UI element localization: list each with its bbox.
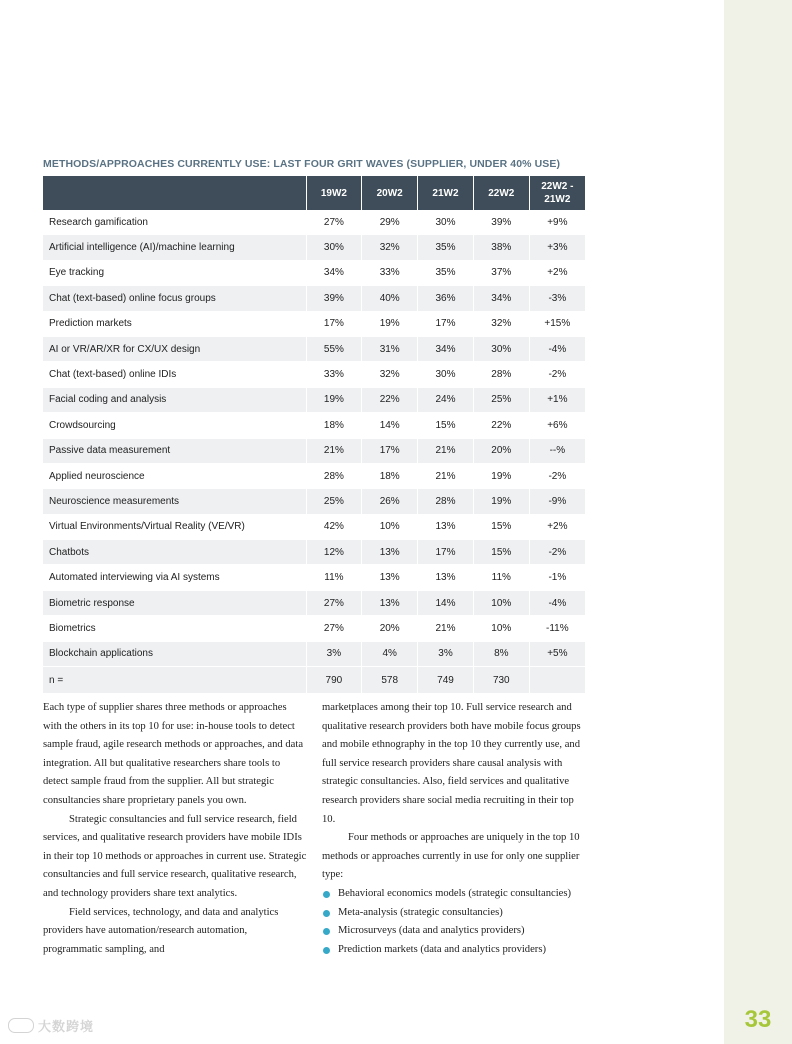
table-cell: 30%: [418, 362, 474, 387]
table-cell: 14%: [362, 413, 418, 438]
row-label: Chatbots: [43, 540, 306, 565]
table-cell: 19%: [473, 463, 529, 488]
table-cell: [529, 667, 585, 694]
side-band: [724, 0, 792, 1044]
table-cell: 34%: [418, 336, 474, 361]
table-cell: 30%: [418, 210, 474, 235]
list-item: [322, 922, 588, 941]
row-label: Chat (text-based) online IDIs: [43, 362, 306, 387]
bullet-dot-icon: [323, 947, 330, 954]
table-cell: 11%: [473, 565, 529, 590]
table-row: [43, 235, 585, 260]
header-change-line2: 21W2: [544, 194, 571, 205]
table-cell: 33%: [362, 260, 418, 285]
bullet-dot-icon: [323, 928, 330, 935]
table-cell: 35%: [418, 235, 474, 260]
header-blank: [43, 176, 306, 210]
table-cell: 40%: [362, 286, 418, 311]
row-label: Biometrics: [43, 616, 306, 641]
table-cell: 55%: [306, 336, 362, 361]
table-cell: 730: [473, 667, 529, 694]
table-cell: 15%: [418, 413, 474, 438]
table-cell: 19%: [473, 489, 529, 514]
table-cell: 34%: [473, 286, 529, 311]
table-row: [43, 616, 585, 641]
table-cell: +6%: [529, 413, 585, 438]
header-20w2: 20W2: [362, 176, 418, 210]
row-label: Passive data measurement: [43, 438, 306, 463]
table-cell: 34%: [306, 260, 362, 285]
table-cell: 28%: [306, 463, 362, 488]
header-19w2: 19W2: [306, 176, 362, 210]
bullet-dot-icon: [323, 891, 330, 898]
bullet-dot-icon: [323, 910, 330, 917]
table-cell: 37%: [473, 260, 529, 285]
table-row: [43, 336, 585, 361]
header-22w2: 22W2: [473, 176, 529, 210]
row-label: AI or VR/AR/XR for CX/UX design: [43, 336, 306, 361]
table-cell: +15%: [529, 311, 585, 336]
page-number: 33: [744, 1006, 772, 1033]
table-cell: 3%: [418, 641, 474, 666]
table-cell: 11%: [306, 565, 362, 590]
table-cell: 32%: [362, 362, 418, 387]
list-item: [322, 941, 588, 960]
table-cell: 36%: [418, 286, 474, 311]
table-cell: 749: [418, 667, 474, 694]
table-cell: 35%: [418, 260, 474, 285]
watermark: [8, 1016, 94, 1035]
table-cell: 22%: [473, 413, 529, 438]
table-cell: 27%: [306, 210, 362, 235]
table-cell: 28%: [418, 489, 474, 514]
table-cell: 33%: [306, 362, 362, 387]
table-cell: +3%: [529, 235, 585, 260]
table-title: METHODS/APPROACHES CURRENTLY USE: LAST FOUR GRIT WAVES (SUPPLIER, UNDER 40% USE): [43, 158, 561, 170]
header-change-line1: 22W2 -: [541, 181, 574, 192]
table-cell: 18%: [362, 463, 418, 488]
table-row: [43, 667, 585, 694]
table-row: [43, 210, 585, 235]
row-label: n =: [43, 667, 306, 694]
table-cell: 17%: [306, 311, 362, 336]
table-cell: 25%: [473, 387, 529, 412]
row-label: Facial coding and analysis: [43, 387, 306, 412]
table-cell: -3%: [529, 286, 585, 311]
table-cell: 10%: [473, 590, 529, 615]
table-row: [43, 413, 585, 438]
paragraph: marketplaces among their top 10. Full service research and qualitative research providers both have mobile focus groups and mobile ethnography in the top 10 they currently use, and full service research providers share causal analysis with strategic consultancies. Also, field services and qualitative research providers share social media recruiting in their top 10.: [322, 702, 581, 825]
table-row: [43, 311, 585, 336]
row-label: Applied neuroscience: [43, 463, 306, 488]
table-cell: 10%: [362, 514, 418, 539]
table-row: [43, 438, 585, 463]
list-item-text: Microsurveys (data and analytics providers): [338, 925, 525, 937]
body-column-left: [43, 699, 307, 959]
table-cell: 30%: [306, 235, 362, 260]
table-cell: 578: [362, 667, 418, 694]
table-header-row: [43, 176, 585, 210]
table-row: [43, 463, 585, 488]
row-label: Blockchain applications: [43, 641, 306, 666]
paragraph: Each type of supplier shares three methods or approaches with the others in its top 10 for use: in-house tools to detect sample fraud, agile research methods or approaches, and data integration. All but qualitative researchers share tools to detect sample fraud from the supplier. All but strategic consultancies share proprietary panels you own.: [43, 702, 304, 806]
table-cell: 39%: [306, 286, 362, 311]
table-cell: +2%: [529, 514, 585, 539]
paragraph: Strategic consultancies and full service research, field services, and qualitative research providers have mobile IDIs in their top 10 methods or approaches in current use. Strategic consultancies and full service research, qualitative research, and technology providers share text analytics.: [43, 813, 307, 899]
watermark-logo-icon: [8, 1018, 34, 1033]
table-cell: 38%: [473, 235, 529, 260]
table-cell: 21%: [306, 438, 362, 463]
table-cell: 12%: [306, 540, 362, 565]
table-cell: -4%: [529, 590, 585, 615]
table-cell: 27%: [306, 590, 362, 615]
table-cell: 31%: [362, 336, 418, 361]
table-cell: 28%: [473, 362, 529, 387]
table-cell: 15%: [473, 514, 529, 539]
table-cell: 20%: [473, 438, 529, 463]
row-label: Eye tracking: [43, 260, 306, 285]
table-cell: 19%: [362, 311, 418, 336]
header-21w2: 21W2: [418, 176, 474, 210]
table-cell: +9%: [529, 210, 585, 235]
table-cell: 13%: [418, 514, 474, 539]
row-label: Neuroscience measurements: [43, 489, 306, 514]
row-label: Research gamification: [43, 210, 306, 235]
table-cell: 21%: [418, 438, 474, 463]
list-item-text: Prediction markets (data and analytics providers): [338, 943, 546, 955]
list-item: [322, 904, 588, 923]
table-cell: 22%: [362, 387, 418, 412]
table-cell: 17%: [418, 540, 474, 565]
methods-table: [43, 176, 585, 694]
table-cell: +5%: [529, 641, 585, 666]
table-cell: 14%: [418, 590, 474, 615]
paragraph: Field services, technology, and data and analytics providers have automation/research automation, programmatic sampling, and: [43, 906, 279, 955]
table-cell: 3%: [306, 641, 362, 666]
table-cell: 42%: [306, 514, 362, 539]
table-cell: 13%: [362, 590, 418, 615]
table-cell: 13%: [418, 565, 474, 590]
table-row: [43, 590, 585, 615]
table-cell: 10%: [473, 616, 529, 641]
list-item-text: Meta-analysis (strategic consultancies): [338, 906, 503, 918]
table-cell: 32%: [473, 311, 529, 336]
table-cell: 790: [306, 667, 362, 694]
row-label: Automated interviewing via AI systems: [43, 565, 306, 590]
table-row: [43, 387, 585, 412]
table-cell: 20%: [362, 616, 418, 641]
table-cell: 27%: [306, 616, 362, 641]
table-cell: 4%: [362, 641, 418, 666]
table-cell: -1%: [529, 565, 585, 590]
table-cell: 30%: [473, 336, 529, 361]
paragraph: Four methods or approaches are uniquely in the top 10 methods or approaches currently in use for only one supplier type:: [322, 832, 580, 881]
row-label: Chat (text-based) online focus groups: [43, 286, 306, 311]
table-cell: 24%: [418, 387, 474, 412]
row-label: Prediction markets: [43, 311, 306, 336]
table-cell: +2%: [529, 260, 585, 285]
row-label: Crowdsourcing: [43, 413, 306, 438]
table-cell: 26%: [362, 489, 418, 514]
table-row: [43, 362, 585, 387]
body-column-right: [322, 699, 588, 959]
table-cell: -4%: [529, 336, 585, 361]
table-cell: -2%: [529, 362, 585, 387]
list-item: [322, 885, 588, 904]
table-cell: -9%: [529, 489, 585, 514]
table-cell: 25%: [306, 489, 362, 514]
table-cell: 13%: [362, 565, 418, 590]
table-row: [43, 540, 585, 565]
table-cell: 15%: [473, 540, 529, 565]
table-cell: 13%: [362, 540, 418, 565]
table-cell: --%: [529, 438, 585, 463]
bullet-list: [322, 885, 588, 959]
table-cell: -2%: [529, 540, 585, 565]
row-label: Artificial intelligence (AI)/machine learning: [43, 235, 306, 260]
table-cell: -2%: [529, 463, 585, 488]
table-cell: 8%: [473, 641, 529, 666]
table-row: [43, 260, 585, 285]
table-row: [43, 641, 585, 666]
table-cell: -11%: [529, 616, 585, 641]
table-row: [43, 514, 585, 539]
table-cell: 19%: [306, 387, 362, 412]
table-row: [43, 286, 585, 311]
table-cell: 21%: [418, 463, 474, 488]
table-cell: 39%: [473, 210, 529, 235]
table-cell: 21%: [418, 616, 474, 641]
table-cell: 29%: [362, 210, 418, 235]
row-label: Virtual Environments/Virtual Reality (VE/VR): [43, 514, 306, 539]
row-label: Biometric response: [43, 590, 306, 615]
table-cell: 32%: [362, 235, 418, 260]
table-cell: 18%: [306, 413, 362, 438]
watermark-text: 大数跨境: [38, 1019, 95, 1034]
table-cell: 17%: [418, 311, 474, 336]
list-item-text: Behavioral economics models (strategic consultancies): [338, 887, 571, 899]
table-row: [43, 565, 585, 590]
table-row: [43, 489, 585, 514]
header-change: [529, 176, 585, 210]
table-cell: +1%: [529, 387, 585, 412]
table-cell: 17%: [362, 438, 418, 463]
